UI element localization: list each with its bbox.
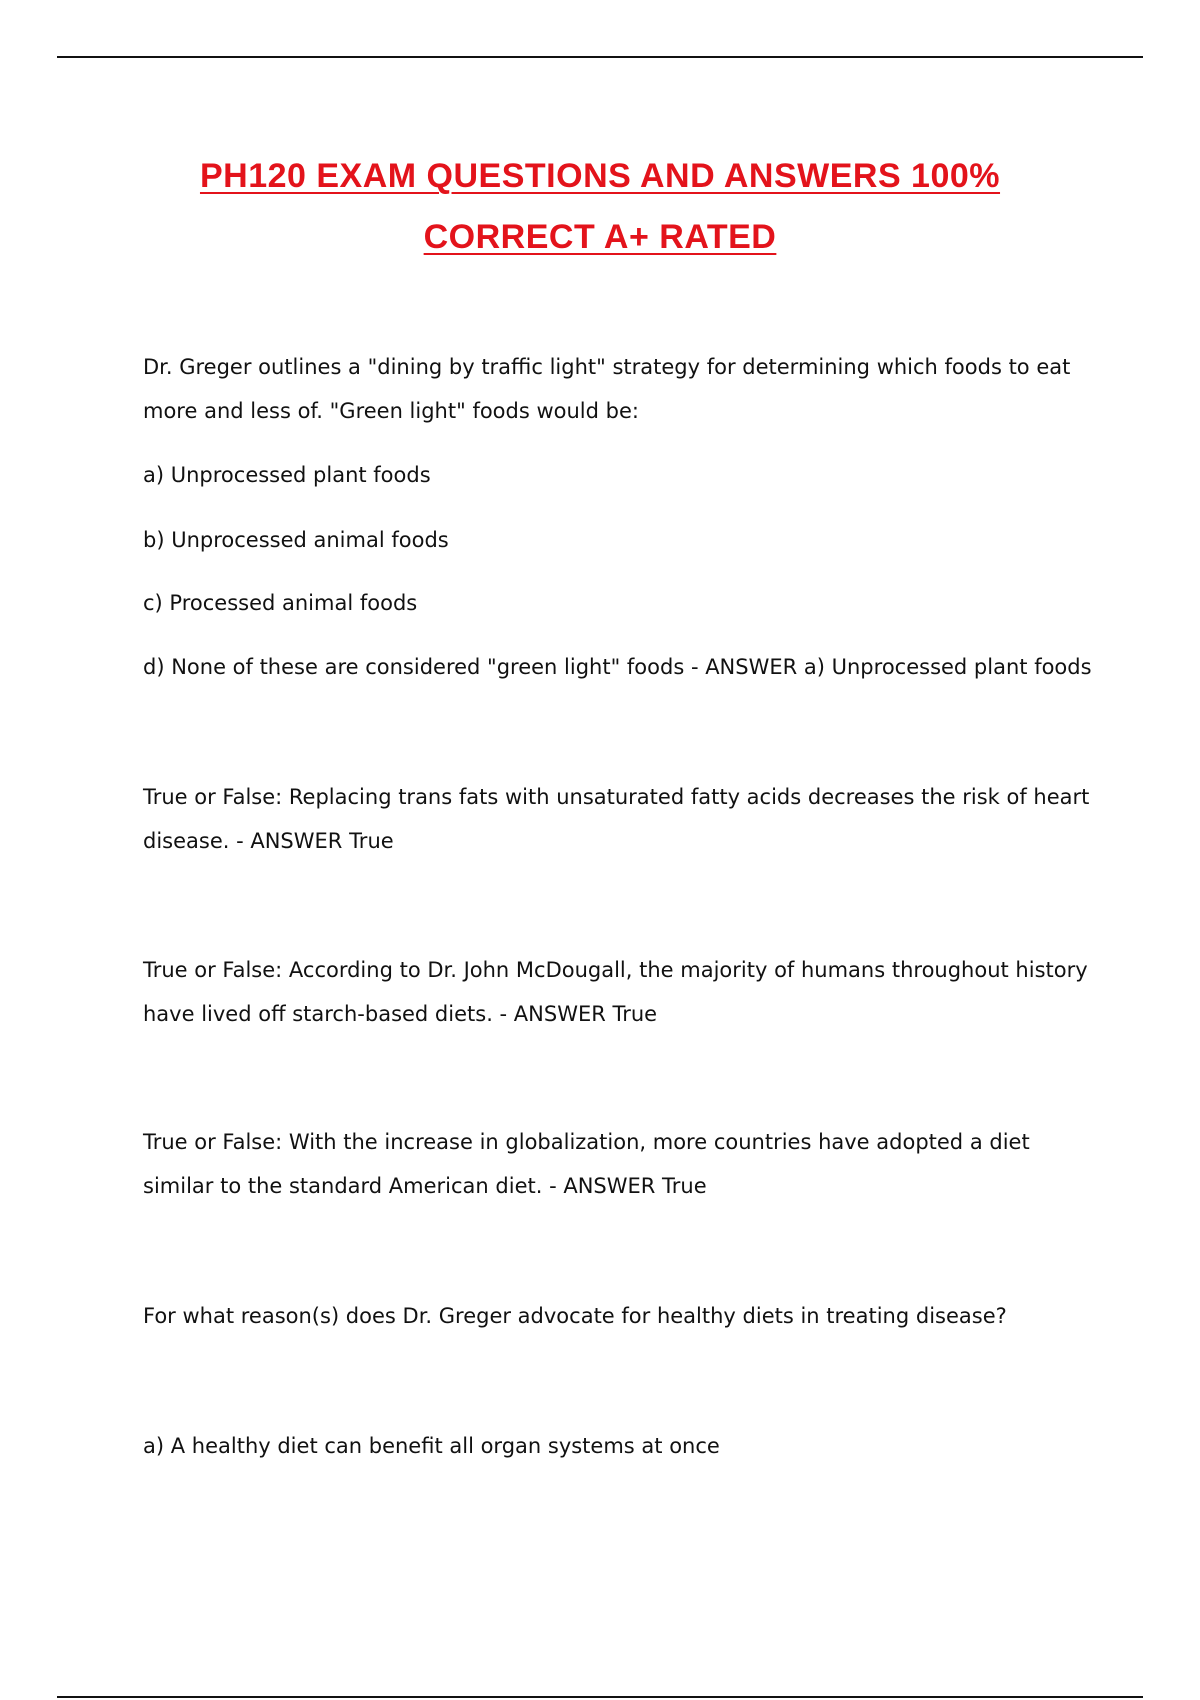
top-rule (57, 56, 1143, 58)
title-line-1: PH120 EXAM QUESTIONS AND ANSWERS 100% (199, 157, 1001, 195)
q4-text: True or False: With the increase in globalization, more countries have adopted a diet similar to the standard American diet. - ANSWER True (143, 1130, 1030, 1198)
q1-option-c: c) Processed animal foods (143, 591, 418, 615)
q1-question: Dr. Greger outlines a "dining by traffic light" strategy for determining which foods to eat more and less of. "Green light" foods would be: (143, 355, 1071, 423)
bottom-rule (57, 1696, 1143, 1698)
q1-option-d: d) None of these are considered "green light" foods - ANSWER a) Unprocessed plant foods (143, 655, 1092, 679)
q2-text: True or False: Replacing trans fats with unsaturated fatty acids decreases the risk of heart disease. - ANSWER True (143, 785, 1090, 853)
q5-option-a: a) A healthy diet can benefit all organ systems at once (143, 1434, 720, 1458)
q1-option-b: b) Unprocessed animal foods (143, 528, 449, 552)
q3-text: True or False: According to Dr. John McDougall, the majority of humans throughout history have lived off starch-based diets. - ANSWER True (143, 958, 1088, 1026)
q5-question: For what reason(s) does Dr. Greger advocate for healthy diets in treating disease? (143, 1304, 1007, 1328)
document-title (100, 146, 1100, 268)
q1-option-a: a) Unprocessed plant foods (143, 463, 431, 487)
title-line-2: CORRECT A+ RATED (423, 218, 777, 256)
